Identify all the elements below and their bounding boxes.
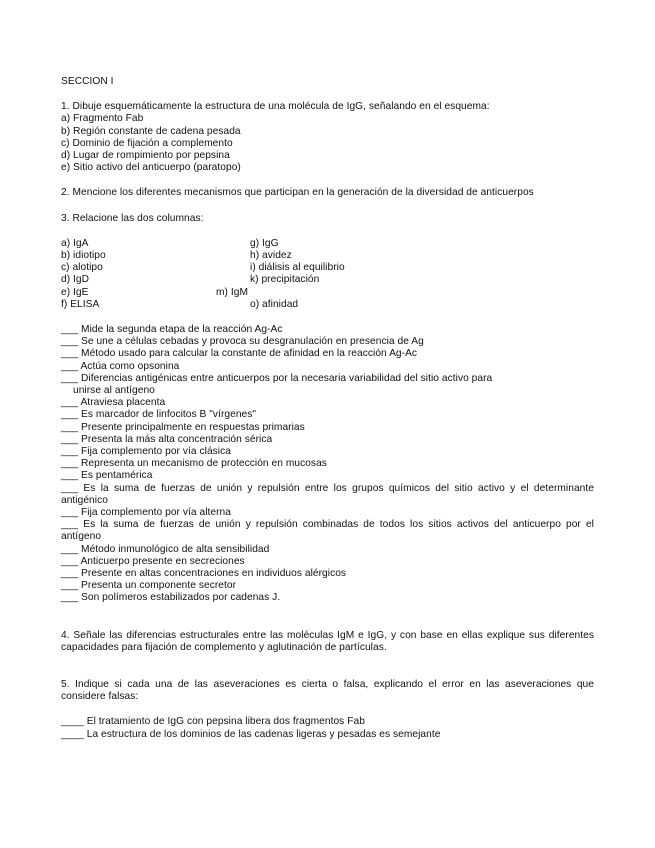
q4-prompt: 4. Señale las diferencias estructurales entre las moléculas IgM e IgG, y con base en ellas explique sus diferentes capacidades para fijación de complemento y aglutinación de partículas. [61, 629, 594, 653]
right-option: h) avidez [250, 250, 292, 262]
matching-statement: ___ Es marcador de linfocitos B "vírgenes" [61, 409, 257, 421]
right-option: g) IgG [250, 237, 279, 249]
q1-item: b) Región constante de cadena pesada [61, 125, 241, 137]
right-option: i) diálisis al equilibrio [250, 262, 345, 274]
matching-statement: ___ Fija complemento por vía alterna [61, 507, 231, 518]
right-option: o) afinidad [250, 298, 299, 310]
middle-option: m) IgM [216, 286, 248, 298]
matching-statement: ___ Presenta un componente secretor [61, 580, 237, 592]
matching-statements [61, 324, 594, 605]
question-1 [61, 101, 594, 174]
question-5 [61, 679, 594, 741]
left-option: d) IgD [61, 274, 90, 286]
matching-row [61, 287, 594, 299]
matching-statement: ___ Fija complemento por vía clásica [61, 445, 231, 457]
left-option: f) ELISA [61, 298, 100, 310]
question-3 [61, 213, 594, 605]
left-option: a) IgA [61, 237, 89, 249]
matching-statement: ___ Anticuerpo presente en secreciones [61, 555, 245, 567]
q1-item: d) Lugar de rompimiento por pepsina [61, 150, 230, 162]
matching-row [61, 250, 594, 262]
matching-statement: ___ Actúa como opsonina [61, 360, 180, 372]
matching-row [61, 274, 594, 286]
true-false-statement: ____ La estructura de los dominios de las cadenas ligeras y pesadas es semejante [61, 728, 441, 740]
matching-statement: ___ Atraviesa placenta [61, 397, 166, 409]
matching-statement: ___ Presente principalmente en respuestas primarias [61, 421, 305, 433]
q5-prompt: 5. Indique si cada una de las aseveraciones es cierta o falsa, explicando el error en las aseveraciones que considere falsas: [61, 679, 594, 703]
matching-statement: ___ Representa un mecanismo de protección en mucosas [61, 458, 327, 470]
matching-columns [61, 238, 594, 311]
left-option: e) IgE [61, 286, 89, 298]
q1-item: c) Dominio de fijación a complemento [61, 137, 233, 149]
matching-statement: ___ Presenta la más alta concentración sérica [61, 433, 273, 445]
true-false-statement: ____ El tratamiento de IgG con pepsina libera dos fragmentos Fab [61, 716, 365, 728]
q1-prompt: 1. Dibuje esquemáticamente la estructura de una molécula de IgG, señalando en el esquema: [61, 101, 490, 113]
right-option: k) precipitación [250, 274, 320, 286]
matching-statement: ___ Es la suma de fuerzas de unión y repulsión entre los grupos químicos del sitio activo y el determinante antigénico [61, 482, 594, 506]
matching-statement: ___ Método inmunológico de alta sensibilidad [61, 543, 270, 555]
matching-statement: ___ Es la suma de fuerzas de unión y repulsión combinadas de todos los sitios activos del anticuerpo por el antígeno [61, 519, 594, 543]
matching-row [61, 262, 594, 274]
exam-document [61, 76, 594, 741]
matching-statement: ___ Diferencias antigénicas entre anticuerpos por la necesaria variabilidad del sitio activo para [61, 372, 493, 384]
q1-item: a) Fragmento Fab [61, 113, 144, 125]
q2-prompt: 2. Mencione los diferentes mecanismos que participan en la generación de la diversidad de anticuerpos [61, 187, 534, 199]
matching-statement: ___ Son polímeros estabilizados por cadenas J. [61, 592, 281, 604]
matching-statement: ___ Se une a células cebadas y provoca su desgranulación en presencia de Ag [61, 336, 424, 348]
matching-statement-continuation: unirse al antígeno [73, 384, 155, 396]
q3-prompt: 3. Relacione las dos columnas: [61, 212, 204, 224]
left-option: b) idiotipo [61, 250, 106, 262]
matching-row [61, 238, 594, 250]
matching-statement: ___ Mide la segunda etapa de la reacción Ag-Ac [61, 323, 283, 335]
matching-statement: ___ Es pentamérica [61, 470, 153, 482]
q1-item: e) Sitio activo del anticuerpo (paratopo) [61, 162, 241, 174]
matching-row [61, 299, 594, 311]
matching-statement: ___ Presente en altas concentraciones en individuos alérgicos [61, 568, 347, 580]
left-option: c) alotipo [61, 262, 103, 274]
section-title: SECCION I [61, 76, 114, 87]
matching-statement: ___ Método usado para calcular la constante de afinidad en la reacción Ag-Ac [61, 348, 418, 360]
